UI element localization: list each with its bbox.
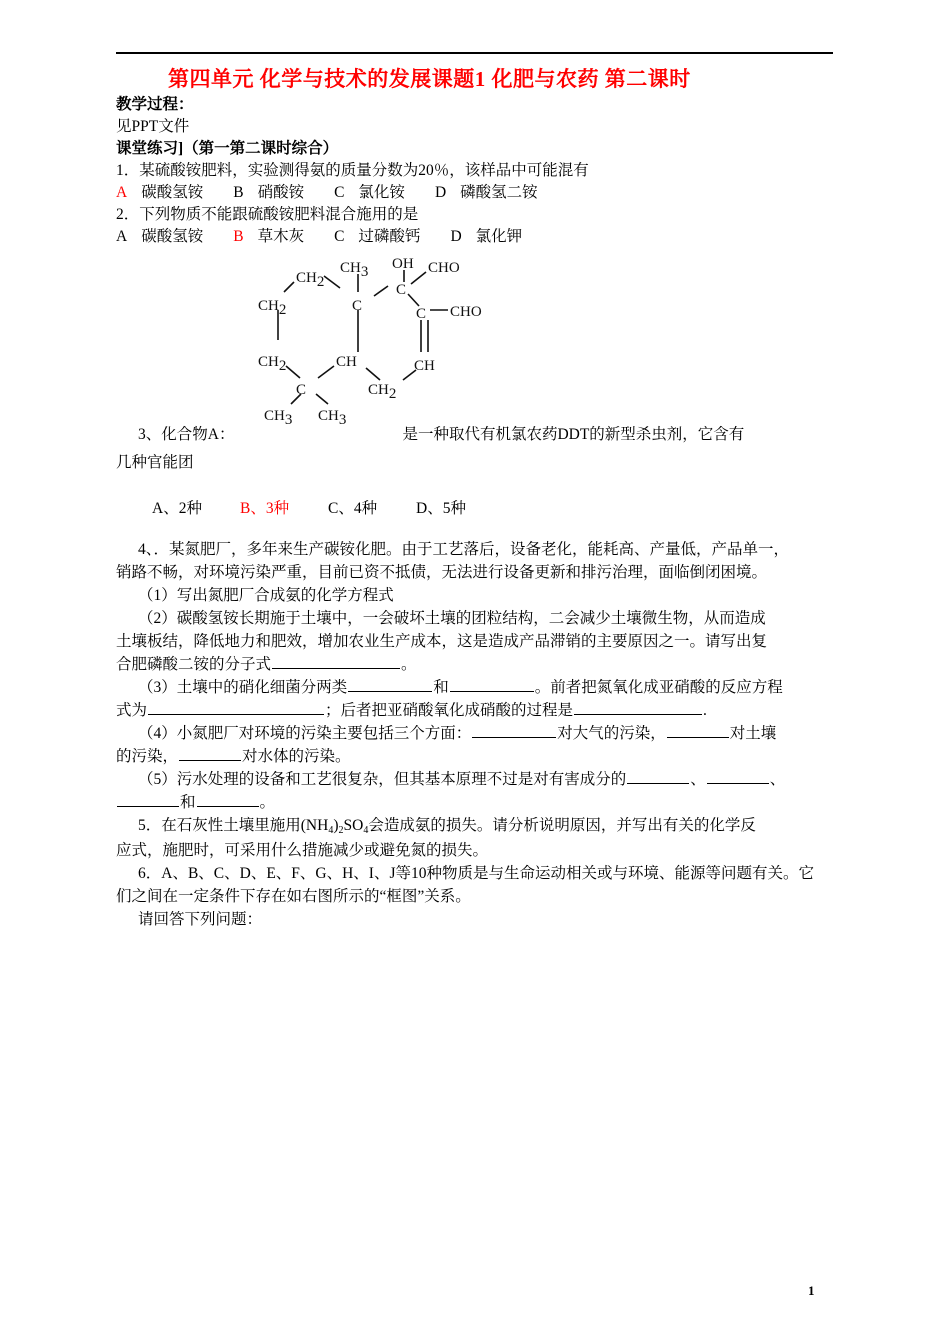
question-4-sub-4-line-2 bbox=[116, 745, 846, 768]
q4-sub2-l3b: 。 bbox=[401, 656, 417, 673]
q4-sub5-l1b: 、 bbox=[690, 771, 706, 788]
exercise-label: 课堂练习]（第一第二课时综合） bbox=[116, 140, 339, 157]
q2-option-d-letter[interactable]: D bbox=[450, 228, 462, 245]
label-c-quaternary: C bbox=[352, 298, 363, 314]
q3-option-d-letter: D bbox=[416, 500, 428, 517]
label-cho-top: CHO bbox=[428, 260, 460, 276]
q3-option-c[interactable] bbox=[328, 498, 416, 520]
question-4-sub-2-line-2: 土壤板结，降低地力和肥效，增加农业生产成本，这是造成产品滞销的主要原因之一。请写出复 bbox=[116, 633, 768, 650]
question-4-sub-2-line-1 bbox=[116, 607, 846, 630]
question-3-stem bbox=[116, 424, 846, 446]
q3-stem-suffix: 是一种取代有机氯农药DDT的新型杀虫剂，它含有 bbox=[402, 426, 745, 443]
q1-option-a-letter[interactable]: A bbox=[116, 184, 128, 201]
q4-sub4-l1c: 对土壤 bbox=[729, 725, 777, 742]
question-4-sub-3-line-2 bbox=[116, 699, 846, 722]
question-1-stem: 1．某硫酸铵肥料，实验测得氨的质量分数为20％，该样品中可能混有 bbox=[116, 162, 589, 179]
structure-container bbox=[116, 248, 846, 424]
q4-sub5-l2a: 和 bbox=[180, 794, 196, 811]
label-ch-bottom-center: CH bbox=[336, 354, 357, 370]
question-6-line-2: 们之间在一定条件下存在如右图所示的“框图”关系。 bbox=[116, 888, 471, 905]
q3-option-c-text: 、4种 bbox=[338, 500, 378, 517]
q5-line1a: 5．在石灰性土壤里施用 bbox=[138, 817, 301, 834]
label-c-gem: C bbox=[296, 382, 307, 398]
see-ppt-line: 见PPT文件 bbox=[116, 118, 190, 135]
q3-stem-prefix: 3、化合物A： bbox=[138, 426, 235, 443]
q1-option-d-letter[interactable]: D bbox=[434, 184, 447, 201]
label-ch2-bottom-right: CH2 bbox=[368, 382, 397, 402]
label-c-hydroxy: C bbox=[396, 282, 407, 298]
answer-blank-soil-pollution[interactable] bbox=[667, 723, 729, 738]
question-4-sub-5-line-1 bbox=[116, 768, 846, 791]
q4-stem-l1: 4、．某氮肥厂，多年来生产碳铵化肥。由于工艺落后，设备老化，能耗高、产量低，产品单一， bbox=[138, 541, 790, 558]
q4-sub2-l3a: 合肥磷酸二铵的分子式 bbox=[116, 656, 272, 673]
label-ch2-upper-left: CH2 bbox=[296, 270, 325, 290]
q3-option-b-letter: B bbox=[240, 500, 251, 517]
q4-sub4-l1b: 对大气的污染， bbox=[557, 725, 666, 742]
q4-sub4-l2a: 的污染， bbox=[116, 748, 179, 765]
document-content bbox=[116, 64, 846, 931]
header-rule bbox=[116, 52, 833, 54]
q1-option-c-letter[interactable]: C bbox=[334, 184, 345, 201]
q3-option-d[interactable] bbox=[416, 498, 504, 520]
answer-blank-treat-1[interactable] bbox=[627, 769, 689, 784]
answer-blank-equation[interactable] bbox=[148, 700, 324, 715]
question-4-stem-line-1 bbox=[116, 538, 846, 561]
q1-option-a-text[interactable]: 碳酸氢铵 bbox=[141, 184, 204, 201]
q1-option-b-letter[interactable]: B bbox=[233, 184, 244, 201]
q3-option-a-text: 、2种 bbox=[163, 500, 202, 517]
answer-blank-treat-3[interactable] bbox=[117, 792, 179, 807]
label-cho-right: CHO bbox=[450, 304, 482, 320]
q2-option-c-text[interactable]: 过磷酸钙 bbox=[358, 228, 421, 245]
q1-option-d-text[interactable]: 磷酸氢二铵 bbox=[460, 184, 538, 201]
label-c-alkene: C bbox=[416, 306, 427, 322]
answer-blank-water-pollution[interactable] bbox=[179, 746, 241, 761]
q3-option-a-letter: A bbox=[152, 500, 164, 517]
q6-line1: 6．A、B、C、D、E、F、G、H、I、J等10种物质是与生命运动相关或与环境、能源等问题有关。它 bbox=[138, 865, 814, 882]
q4-sub5-l1a: （5）污水处理的设备和工艺很复杂，但其基本原理不过是对有害成分的 bbox=[138, 771, 627, 788]
question-1-options bbox=[116, 182, 846, 204]
q2-option-a-letter[interactable]: A bbox=[116, 228, 128, 245]
label-ch3-top: CH3 bbox=[340, 260, 369, 280]
q4-sub3-l1a: （3）土壤中的硝化细菌分两类 bbox=[138, 679, 348, 696]
answer-blank-molecular-formula[interactable] bbox=[272, 654, 400, 669]
q5-line1b: 会造成氨的损失。请分析说明原因，并写出有关的化学反 bbox=[368, 817, 756, 834]
q3-option-d-text: 、5种 bbox=[427, 500, 466, 517]
q4-sub3-l1b: 和 bbox=[433, 679, 449, 696]
question-4-sub-2-line-3 bbox=[116, 653, 846, 676]
question-4-sub-1 bbox=[116, 584, 846, 607]
q4-sub2-l1: （2）碳酸氢铵长期施于土壤中，一会破坏土壤的团粒结构，二会减少土壤微生物，从而造成 bbox=[138, 610, 766, 627]
q4-sub5-l2b: 。 bbox=[259, 794, 276, 811]
question-2-options bbox=[116, 226, 846, 248]
q1-option-b-text[interactable]: 硝酸铵 bbox=[257, 184, 305, 201]
q3-option-a[interactable] bbox=[152, 498, 240, 520]
chemical-structure-compound-a bbox=[256, 248, 516, 424]
q4-sub3-l2b: ；后者把亚硝酸氧化成硝酸的过程是 bbox=[325, 702, 574, 719]
q6-line3: 请回答下列问题： bbox=[138, 911, 263, 928]
label-ch3-bottom-left: CH3 bbox=[264, 408, 293, 424]
q2-option-d-text[interactable]: 氯化钾 bbox=[475, 228, 523, 245]
question-3-options bbox=[116, 498, 846, 520]
question-2-stem: 2．下列物质不能跟硫酸铵肥料混合施用的是 bbox=[116, 206, 419, 223]
question-4-sub-5-line-2 bbox=[116, 791, 846, 814]
q4-sub3-l2a: 式为 bbox=[116, 702, 148, 719]
label-ch2-left: CH2 bbox=[258, 298, 287, 318]
answer-blank-treat-4[interactable] bbox=[197, 792, 259, 807]
label-ch3-bottom-mid: CH3 bbox=[318, 408, 347, 424]
answer-blank-treat-2[interactable] bbox=[707, 769, 769, 784]
q2-option-b-text[interactable]: 草木灰 bbox=[257, 228, 305, 245]
q4-sub3-l2c: . bbox=[703, 702, 707, 719]
q3-option-c-letter: C bbox=[328, 500, 339, 517]
question-4-sub-4-line-1 bbox=[116, 722, 846, 745]
q2-option-b-letter[interactable]: B bbox=[233, 228, 244, 245]
question-5-line-2: 应式，施肥时，可采用什么措施减少或避免氮的损失。 bbox=[116, 842, 489, 859]
q5-formula: $(NH_4)_2SO_4$ bbox=[300, 817, 369, 836]
question-4-sub-3-line-1 bbox=[116, 676, 846, 699]
q2-option-c-letter[interactable]: C bbox=[334, 228, 345, 245]
question-6-line-3 bbox=[116, 908, 846, 931]
answer-blank-air-pollution[interactable] bbox=[472, 723, 556, 738]
teaching-process-label: 教学过程： bbox=[116, 96, 194, 113]
q4-sub3-l1c: 。前者把氮氧化成亚硝酸的反应方程 bbox=[534, 679, 783, 696]
question-3-stem-continued: 几种官能团 bbox=[116, 454, 194, 471]
answer-blank-nitrifying-2[interactable] bbox=[450, 677, 534, 692]
label-ch-alkene: CH bbox=[414, 358, 435, 374]
label-oh: OH bbox=[392, 256, 414, 272]
question-5-line-1 bbox=[116, 814, 846, 839]
q2-option-a-text[interactable]: 碳酸氢铵 bbox=[141, 228, 204, 245]
page-title: 第四单元 化学与技术的发展课题1 化肥与农药 第二课时 bbox=[168, 67, 691, 91]
q4-sub1-text: （1）写出氮肥厂合成氨的化学方程式 bbox=[138, 587, 394, 604]
answer-blank-process[interactable] bbox=[574, 700, 702, 715]
q4-sub5-l1c: 、 bbox=[769, 771, 786, 788]
q4-sub4-l2b: 对水体的污染。 bbox=[242, 748, 351, 765]
question-4-stem-line-2: 销路不畅，对环境污染严重，目前已资不抵债，无法进行设备更新和排污治理，面临倒闭困境。 bbox=[116, 564, 768, 581]
label-ch2-lower-left: CH2 bbox=[258, 354, 287, 374]
answer-blank-nitrifying-1[interactable] bbox=[348, 677, 432, 692]
q3-option-b[interactable] bbox=[240, 498, 328, 520]
q4-sub4-l1a: （4）小氮肥厂对环境的污染主要包括三个方面： bbox=[138, 725, 472, 742]
question-6-line-1 bbox=[116, 862, 846, 885]
page-number: 1 bbox=[808, 1283, 815, 1298]
q3-option-b-text: 、3种 bbox=[250, 500, 290, 517]
q1-option-c-text[interactable]: 氯化铵 bbox=[358, 184, 405, 201]
